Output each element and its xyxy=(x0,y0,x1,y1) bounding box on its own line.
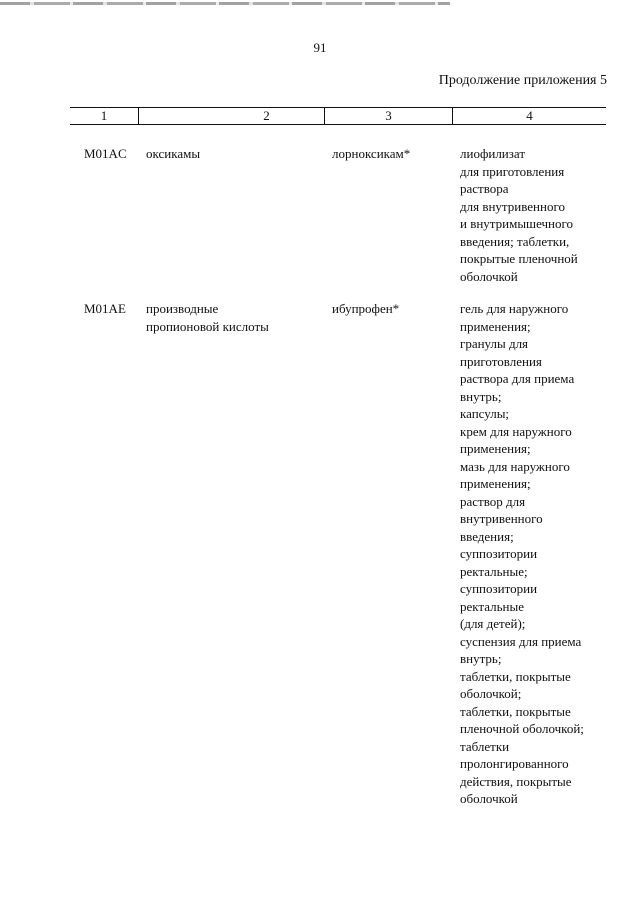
header-col-4: 4 xyxy=(526,108,533,123)
table-header xyxy=(70,107,606,125)
atc-code: M01AE xyxy=(84,301,126,316)
page-number: 91 xyxy=(313,40,327,55)
dosage-forms: лиофилизат для приготовления раствора для внутривенного и внутримышечного введения; таблетки, покрытые пленочной оболочкой xyxy=(460,146,578,284)
pharmacological-group: производные пропионовой кислоты xyxy=(146,301,269,334)
dosage-forms: гель для наружного применения; гранулы для приготовления раствора для приема внутрь; капсулы; крем для наружного применения; мазь для наружного применения; раствор для внутривенного введения; суппозитории ректальные; суппозитории ректальные (для детей); суспензия для приема внутрь; таблетки, покрытые оболочкой; таблетки, покрытые пленочной оболочкой; таблетки пролонгированного действия, покрытые оболочкой xyxy=(460,301,584,806)
header-col-2: 2 xyxy=(263,108,270,123)
drug-name: ибупрофен* xyxy=(332,301,400,316)
header-col-1: 1 xyxy=(100,108,108,123)
atc-code: M01AC xyxy=(84,146,127,161)
header-col-3: 3 xyxy=(385,108,392,123)
continuation-title: Продолжение приложения 5 xyxy=(438,73,607,88)
pharmacological-group: оксикамы xyxy=(146,146,201,161)
scan-top-edge xyxy=(0,2,450,5)
drug-name: лорноксикам* xyxy=(332,146,411,161)
